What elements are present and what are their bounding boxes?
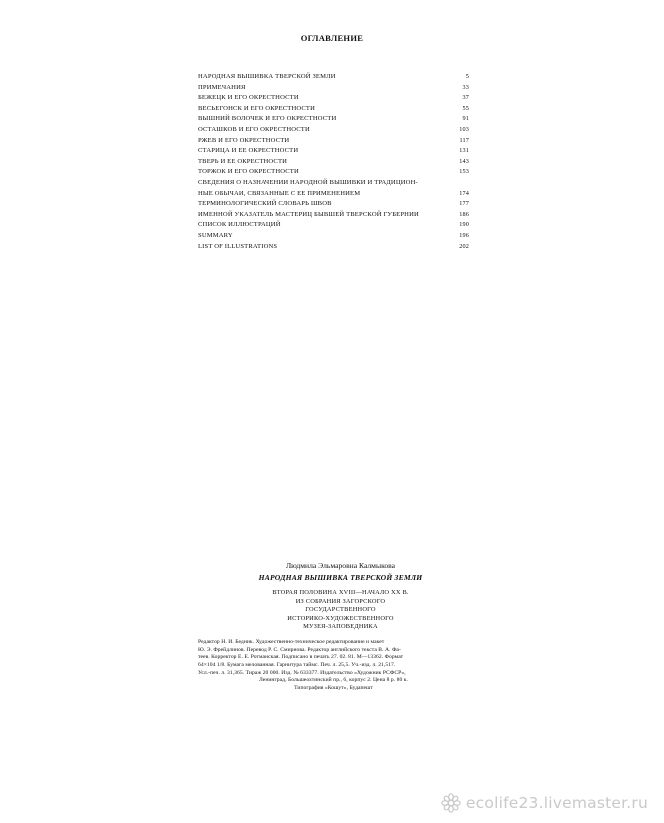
- toc-entry-page: 131: [459, 147, 469, 155]
- toc-entry-page: 153: [459, 168, 469, 176]
- toc-entry-page: 196: [459, 231, 469, 239]
- toc-entry: [198, 157, 469, 168]
- toc-entry-title: ВЕСЬЕГОНСК И ЕГО ОКРЕСТНОСТИ: [198, 104, 316, 112]
- subtitle-line: ИСТОРИКО-ХУДОЖЕСТВЕННОГО: [287, 614, 394, 622]
- toc-entry-title-line: СВЕДЕНИЯ О НАЗНАЧЕНИИ НАРОДНОЙ ВЫШИВКИ И ТРАДИЦИОН-: [198, 178, 418, 186]
- toc-entry-title: LIST OF ILLUSTRATIONS: [198, 242, 278, 250]
- toc-entry-title: СПИСОК ИЛЛЮСТРАЦИЙ: [198, 221, 281, 229]
- toc-entry: [198, 210, 469, 221]
- subtitle-line: МУЗЕЯ-ЗАПОВЕДНИКА: [303, 623, 378, 631]
- toc-entry: [198, 104, 469, 115]
- imprint-line: Ю. Э. Фрейдлинов. Перевод Р. С. Смирнова. Редактор английского текста В. А. Фа-: [198, 646, 401, 653]
- toc-entry-title: [198, 178, 418, 199]
- toc-entry-title: ИМЕННОЙ УКАЗАТЕЛЬ МАСТЕРИЦ БЫВШЕЙ ТВЕРСКОЙ ГУБЕРНИИ: [198, 210, 419, 218]
- toc-entry: [198, 231, 469, 242]
- toc-entry-page: 143: [459, 157, 469, 165]
- book-title: НАРОДНАЯ ВЫШИВКА ТВЕРСКОЙ ЗЕМЛИ: [258, 573, 423, 582]
- toc-entry-page: 5: [465, 73, 469, 80]
- imprint-line: Типография «Кошут», Будапешт: [294, 685, 373, 692]
- toc-entry: [198, 242, 469, 253]
- toc-entry-title: ПРИМЕЧАНИЯ: [198, 83, 246, 91]
- toc-entry-title: SUMMARY: [198, 231, 233, 239]
- toc-entry-title-line: НЫЕ ОБЫЧАИ, СВЯЗАННЫЕ С ЕЕ ПРИМЕНЕНИЕМ: [198, 189, 361, 197]
- toc-entry-page: 190: [459, 221, 469, 229]
- imprint-line: теев. Корректор Е. Е. Ротманская. Подписано в печать 27. 02. 81. М—13362. Формат: [198, 654, 404, 661]
- colophon: [198, 561, 469, 693]
- toc-entry-title: НАРОДНАЯ ВЫШИВКА ТВЕРСКОЙ ЗЕМЛИ: [198, 73, 336, 80]
- watermark: [440, 792, 648, 814]
- toc-entry-title: ТЕРМИНОЛОГИЧЕСКИЙ СЛОВАРЬ ШВОВ: [198, 200, 332, 208]
- subtitle-line: ВТОРАЯ ПОЛОВИНА XVIII—НАЧАЛО XX В.: [272, 589, 409, 596]
- table-of-contents: [198, 72, 469, 252]
- toc-entry-page: 91: [462, 115, 469, 123]
- toc-entry: [198, 199, 469, 210]
- toc-heading: ОГЛАВЛЕНИЕ: [300, 33, 364, 43]
- imprint-line: Усл.-печ. л. 31,365. Тираж 20 000. Изд. № 633377. Издательство «Художник РСФСР»,: [198, 669, 406, 676]
- toc-entry-page: 177: [459, 200, 469, 208]
- toc-entry-title: ОСТАШКОВ И ЕГО ОКРЕСТНОСТИ: [198, 125, 310, 133]
- watermark-text: ecolife23.livemaster.ru: [465, 794, 648, 812]
- toc-entry-page: 186: [459, 210, 469, 218]
- toc-entry: [198, 146, 469, 157]
- author-name: Людмила Эльмаровна Калмыкова: [285, 561, 396, 570]
- toc-entry: [198, 167, 469, 178]
- imprint-line: 64×104 1/8. Бумага мелованная. Гарнитура таймс. Печ. л. 25,5. Уч.-изд. л. 21,517.: [198, 662, 396, 669]
- imprint: [198, 639, 469, 693]
- toc-entry: [198, 83, 469, 94]
- toc-entry: [198, 178, 469, 199]
- toc-entry-page: 117: [459, 136, 469, 144]
- toc-entry: [198, 72, 469, 83]
- toc-entry-page: 202: [459, 242, 469, 250]
- toc-entry: [198, 136, 469, 147]
- toc-entry: [198, 114, 469, 125]
- toc-entry: [198, 93, 469, 104]
- toc-entry-title: ТВЕРЬ И ЕЕ ОКРЕСТНОСТИ: [198, 157, 288, 165]
- toc-entry: [198, 125, 469, 136]
- subtitle-line: ГОСУДАРСТВЕННОГО: [305, 606, 376, 614]
- toc-entry-page: 37: [462, 94, 469, 102]
- toc-entry: [198, 220, 469, 231]
- toc-entry-page: 103: [459, 125, 469, 133]
- toc-entry-page: 174: [459, 189, 469, 197]
- imprint-line: Ленинград, Большеохтинский пр., 6, корпус 2. Цена 8 р. 80 к.: [258, 677, 408, 684]
- toc-entry-page: 33: [462, 83, 469, 91]
- imprint-line: Редактор Н. И. Бедник. Художественно-техническое редактирование и макет: [198, 638, 385, 645]
- subtitle-line: ИЗ СОБРАНИЯ ЗАГОРСКОГО: [295, 597, 386, 605]
- toc-entry-title: СТАРИЦА И ЕЕ ОКРЕСТНОСТИ: [198, 147, 299, 155]
- book-subtitle: [212, 589, 469, 632]
- toc-entry-title: БЕЖЕЦК И ЕГО ОКРЕСТНОСТИ: [198, 94, 299, 102]
- toc-entry-title: ВЫШНИЙ ВОЛОЧЕК И ЕГО ОКРЕСТНОСТИ: [198, 115, 337, 123]
- flower-icon: [440, 792, 462, 814]
- toc-entry-title: РЖЕВ И ЕГО ОКРЕСТНОСТИ: [198, 136, 290, 144]
- toc-entry-title: ТОРЖОК И ЕГО ОКРЕСТНОСТИ: [198, 168, 299, 176]
- toc-entry-page: 55: [462, 104, 469, 112]
